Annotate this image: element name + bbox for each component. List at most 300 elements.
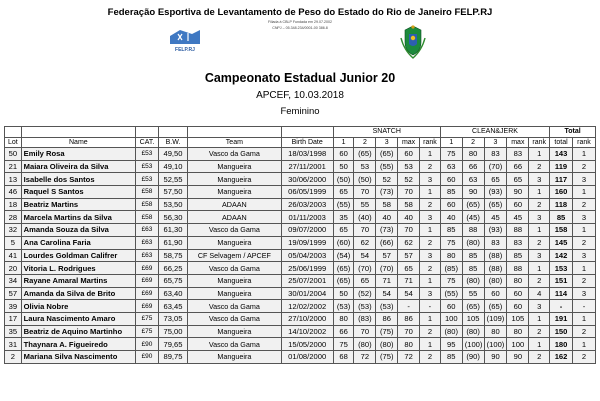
total-cell: 153 — [550, 262, 573, 275]
snatch-attempt-3-cell: 54 — [376, 287, 398, 300]
snatch-max-cell: 58 — [398, 198, 420, 211]
snatch-attempt-2-cell: 65 — [354, 274, 376, 287]
snatch-attempt-1-cell: (60) — [333, 236, 354, 249]
cj-rank-cell: 3 — [529, 211, 550, 224]
team-cell: Mangueira — [188, 325, 282, 338]
snatch-attempt-2-cell: (52) — [354, 287, 376, 300]
total-cell: 145 — [550, 236, 573, 249]
snatch-attempt-1-cell: (54) — [333, 249, 354, 262]
cj-rank-cell: 1 — [529, 312, 550, 325]
snatch-attempt-2-cell: (53) — [354, 300, 376, 313]
felp-logo-icon — [168, 28, 202, 54]
athlete-name-cell: Olivia Nobre — [21, 300, 135, 313]
cj-attempt-3-cell: 45 — [484, 211, 507, 224]
cj-attempt-1-cell: 85 — [440, 351, 462, 364]
cj-attempt-2-cell: 88 — [462, 224, 484, 237]
cj-attempt-3-cell: 83 — [484, 148, 507, 161]
birth-date-cell: 05/04/2003 — [281, 249, 333, 262]
birth-date-cell: 12/02/2002 — [281, 300, 333, 313]
birth-date-cell: 01/08/2000 — [281, 351, 333, 364]
snatch-max-cell: 70 — [398, 224, 420, 237]
cj-attempt-2-cell: 80 — [462, 148, 484, 161]
total-rank-cell: 2 — [572, 274, 595, 287]
total-rank-cell: 3 — [572, 249, 595, 262]
lot-cell: 34 — [5, 274, 22, 287]
cj-max-cell: 66 — [507, 160, 529, 173]
table-row — [5, 198, 596, 211]
snatch-attempt-2-cell: (80) — [354, 338, 376, 351]
team-cell: Vasco da Gama — [188, 148, 282, 161]
snatch-max-cell: 53 — [398, 160, 420, 173]
cj-max-cell: 80 — [507, 274, 529, 287]
athlete-name-cell: Emily Rosa — [21, 148, 135, 161]
cj-attempt-2-cell: 85 — [462, 249, 484, 262]
snatch-rank-cell: 2 — [420, 236, 441, 249]
cj-max-cell: 60 — [507, 300, 529, 313]
snatch-max-cell: 86 — [398, 312, 420, 325]
bodyweight-cell: 63,40 — [158, 287, 187, 300]
cj-attempt-3-cell: (88) — [484, 249, 507, 262]
cj-attempt-1-cell: 85 — [440, 186, 462, 199]
federation-cnpj: CNPJ – 05.348.234/0001-00 386.8 — [272, 26, 328, 30]
snatch-rank-cell: 1 — [420, 312, 441, 325]
birth-date-cell: 14/10/2002 — [281, 325, 333, 338]
weight-category-cell: £69 — [136, 274, 159, 287]
cj-attempt-2-cell: 66 — [462, 160, 484, 173]
snatch-attempt-3-cell: 52 — [376, 173, 398, 186]
cj-max-cell: 80 — [507, 325, 529, 338]
athlete-name-cell: Ana Carolina Faria — [21, 236, 135, 249]
cj-attempt-1-cell: (55) — [440, 287, 462, 300]
birth-date-cell: 26/03/2003 — [281, 198, 333, 211]
total-rank-cell: 2 — [572, 325, 595, 338]
snatch-attempt-1-cell: 50 — [333, 287, 354, 300]
col-birth-date: Birth Date — [281, 137, 333, 148]
bodyweight-cell: 49,50 — [158, 148, 187, 161]
snatch-rank-cell: 1 — [420, 148, 441, 161]
snatch-attempt-2-cell: 53 — [354, 160, 376, 173]
lot-cell: 31 — [5, 338, 22, 351]
total-cell: 119 — [550, 160, 573, 173]
snatch-attempt-3-cell: 58 — [376, 198, 398, 211]
snatch-rank-cell: 3 — [420, 249, 441, 262]
snatch-attempt-2-cell: (50) — [354, 173, 376, 186]
team-cell: Mangueira — [188, 287, 282, 300]
snatch-attempt-3-cell: (53) — [376, 300, 398, 313]
col-bw: B.W. — [158, 137, 187, 148]
col-name: Name — [21, 137, 135, 148]
cj-max-cell: 100 — [507, 338, 529, 351]
cj-max-cell: 88 — [507, 224, 529, 237]
bodyweight-cell: 66,25 — [158, 262, 187, 275]
lot-cell: 57 — [5, 287, 22, 300]
weight-category-cell: £69 — [136, 262, 159, 275]
table-row — [5, 312, 596, 325]
cj-attempt-1-cell: (80) — [440, 325, 462, 338]
cj-rank-cell: 2 — [529, 325, 550, 338]
total-rank-cell: 1 — [572, 224, 595, 237]
team-cell: Mangueira — [188, 173, 282, 186]
col-cj-max: max — [507, 137, 529, 148]
snatch-attempt-3-cell: (75) — [376, 325, 398, 338]
rio-state-crest-icon — [400, 24, 426, 60]
snatch-max-cell: 52 — [398, 173, 420, 186]
cj-rank-cell: 1 — [529, 186, 550, 199]
cj-attempt-3-cell: 60 — [484, 287, 507, 300]
birth-date-cell: 30/01/2004 — [281, 287, 333, 300]
lot-cell: 39 — [5, 300, 22, 313]
col-cj-3: 3 — [484, 137, 507, 148]
snatch-attempt-3-cell: (73) — [376, 224, 398, 237]
snatch-rank-cell: 2 — [420, 262, 441, 275]
total-cell: 85 — [550, 211, 573, 224]
table-row — [5, 287, 596, 300]
birth-date-cell: 25/06/1999 — [281, 262, 333, 275]
weight-category-cell: £53 — [136, 148, 159, 161]
total-cell: 142 — [550, 249, 573, 262]
cj-attempt-1-cell: (85) — [440, 262, 462, 275]
bodyweight-cell: 73,05 — [158, 312, 187, 325]
team-cell: Vasco da Gama — [188, 300, 282, 313]
snatch-attempt-1-cell: 65 — [333, 186, 354, 199]
cj-max-cell: 60 — [507, 287, 529, 300]
cj-attempt-3-cell: (80) — [484, 274, 507, 287]
snatch-attempt-1-cell: 35 — [333, 211, 354, 224]
birth-date-cell: 25/07/2001 — [281, 274, 333, 287]
snatch-rank-cell: 1 — [420, 338, 441, 351]
cj-rank-cell: 2 — [529, 160, 550, 173]
weight-category-cell: £63 — [136, 236, 159, 249]
total-rank-cell: 1 — [572, 186, 595, 199]
total-cell: - — [550, 300, 573, 313]
snatch-attempt-3-cell: (65) — [376, 148, 398, 161]
athlete-name-cell: Isabelle dos Santos — [21, 173, 135, 186]
event-title: Campeonato Estadual Junior 20 — [204, 71, 396, 85]
snatch-max-cell: - — [398, 300, 420, 313]
cj-max-cell: 88 — [507, 262, 529, 275]
lot-cell: 18 — [5, 198, 22, 211]
table-row — [5, 186, 596, 199]
col-snatch-2: 2 — [354, 137, 376, 148]
lot-cell: 28 — [5, 211, 22, 224]
col-cj-2: 2 — [462, 137, 484, 148]
team-cell: Mangueira — [188, 160, 282, 173]
snatch-attempt-3-cell: 71 — [376, 274, 398, 287]
cj-attempt-1-cell: 75 — [440, 236, 462, 249]
col-total: total — [550, 137, 573, 148]
weight-category-cell: £63 — [136, 224, 159, 237]
total-cell: 151 — [550, 274, 573, 287]
table-row — [5, 325, 596, 338]
athlete-name-cell: Mariana Silva Nascimento — [21, 351, 135, 364]
table-row — [5, 338, 596, 351]
snatch-attempt-1-cell: (65) — [333, 262, 354, 275]
col-snatch-3: 3 — [376, 137, 398, 148]
snatch-attempt-2-cell: 55 — [354, 198, 376, 211]
table-row — [5, 300, 596, 313]
snatch-attempt-1-cell: 66 — [333, 325, 354, 338]
cj-rank-cell: 3 — [529, 249, 550, 262]
cj-attempt-3-cell: (88) — [484, 262, 507, 275]
weight-category-cell: £53 — [136, 160, 159, 173]
cj-rank-cell: 1 — [529, 224, 550, 237]
total-rank-cell: 2 — [572, 236, 595, 249]
col-total-rank: rank — [572, 137, 595, 148]
weight-category-cell: £53 — [136, 173, 159, 186]
total-rank-cell: 3 — [572, 211, 595, 224]
weight-category-cell: £75 — [136, 325, 159, 338]
team-cell: Vasco da Gama — [188, 224, 282, 237]
snatch-attempt-2-cell: 72 — [354, 351, 376, 364]
table-row — [5, 249, 596, 262]
cj-max-cell: 45 — [507, 211, 529, 224]
snatch-attempt-1-cell: 68 — [333, 351, 354, 364]
cj-rank-cell: 4 — [529, 287, 550, 300]
athlete-name-cell: Lourdes Goldman Califrer — [21, 249, 135, 262]
total-rank-cell: 1 — [572, 148, 595, 161]
birth-date-cell: 15/05/2000 — [281, 338, 333, 351]
cj-attempt-2-cell: (100) — [462, 338, 484, 351]
total-cell: 191 — [550, 312, 573, 325]
col-cj-1: 1 — [440, 137, 462, 148]
cj-attempt-2-cell: 55 — [462, 287, 484, 300]
cj-attempt-1-cell: 60 — [440, 198, 462, 211]
athlete-name-cell: Amanda da Silva de Brito — [21, 287, 135, 300]
cj-max-cell: 83 — [507, 148, 529, 161]
snatch-rank-cell: 1 — [420, 186, 441, 199]
team-cell: Mangueira — [188, 274, 282, 287]
total-cell: 158 — [550, 224, 573, 237]
cj-rank-cell: 2 — [529, 198, 550, 211]
cj-attempt-1-cell: 100 — [440, 312, 462, 325]
table-row — [5, 262, 596, 275]
cj-attempt-1-cell: 80 — [440, 249, 462, 262]
snatch-attempt-1-cell: 60 — [333, 148, 354, 161]
snatch-max-cell: 40 — [398, 211, 420, 224]
bodyweight-cell: 56,30 — [158, 211, 187, 224]
birth-date-cell: 30/06/2000 — [281, 173, 333, 186]
total-cell: 150 — [550, 325, 573, 338]
bodyweight-cell: 61,30 — [158, 224, 187, 237]
cj-attempt-3-cell: (70) — [484, 160, 507, 173]
athlete-name-cell: Amanda Souza da Silva — [21, 224, 135, 237]
col-snatch-max: max — [398, 137, 420, 148]
table-row — [5, 148, 596, 161]
cj-rank-cell: 3 — [529, 300, 550, 313]
cj-attempt-3-cell: (100) — [484, 338, 507, 351]
lot-cell: 41 — [5, 249, 22, 262]
snatch-max-cell: 60 — [398, 148, 420, 161]
bodyweight-cell: 49,10 — [158, 160, 187, 173]
cj-attempt-3-cell: 90 — [484, 351, 507, 364]
cj-attempt-3-cell: (109) — [484, 312, 507, 325]
cj-rank-cell: 2 — [529, 351, 550, 364]
birth-date-cell: 18/03/1998 — [281, 148, 333, 161]
col-team: Team — [188, 137, 282, 148]
team-cell: ADAAN — [188, 211, 282, 224]
col-cj-rank: rank — [529, 137, 550, 148]
cj-attempt-2-cell: 90 — [462, 186, 484, 199]
snatch-max-cell: 57 — [398, 249, 420, 262]
snatch-rank-cell: 1 — [420, 224, 441, 237]
birth-date-cell: 06/05/1999 — [281, 186, 333, 199]
snatch-attempt-1-cell: (55) — [333, 198, 354, 211]
lot-cell: 35 — [5, 325, 22, 338]
athlete-name-cell: Vitoria L. Rodrigues — [21, 262, 135, 275]
cleanjerk-header: CLEAN&JERK — [440, 127, 549, 138]
snatch-attempt-3-cell: (55) — [376, 160, 398, 173]
team-cell: ADAAN — [188, 198, 282, 211]
snatch-rank-cell: 1 — [420, 274, 441, 287]
cj-attempt-1-cell: 60 — [440, 300, 462, 313]
lot-cell: 5 — [5, 236, 22, 249]
table-row — [5, 274, 596, 287]
snatch-header: SNATCH — [333, 127, 440, 138]
bodyweight-cell: 58,75 — [158, 249, 187, 262]
weight-category-cell: £75 — [136, 312, 159, 325]
snatch-max-cell: 62 — [398, 236, 420, 249]
gender-category: Feminino — [280, 106, 320, 117]
cj-rank-cell: 2 — [529, 236, 550, 249]
total-rank-cell: 2 — [572, 160, 595, 173]
cj-attempt-1-cell: 63 — [440, 160, 462, 173]
table-row — [5, 351, 596, 364]
athlete-name-cell: Beatriz de Aquino Martinho — [21, 325, 135, 338]
birth-date-cell: 19/09/1999 — [281, 236, 333, 249]
snatch-rank-cell: 3 — [420, 173, 441, 186]
snatch-rank-cell: 2 — [420, 160, 441, 173]
weight-category-cell: £63 — [136, 249, 159, 262]
snatch-attempt-3-cell: (66) — [376, 236, 398, 249]
snatch-rank-cell: 2 — [420, 198, 441, 211]
cj-attempt-2-cell: 63 — [462, 173, 484, 186]
athlete-name-cell: Laura Nascimento Amaro — [21, 312, 135, 325]
snatch-max-cell: 72 — [398, 351, 420, 364]
bodyweight-cell: 53,50 — [158, 198, 187, 211]
team-cell: Vasco da Gama — [188, 338, 282, 351]
cj-attempt-3-cell: (65) — [484, 300, 507, 313]
snatch-attempt-3-cell: (75) — [376, 351, 398, 364]
athlete-name-cell: Beatriz Martins — [21, 198, 135, 211]
cj-attempt-2-cell: (80) — [462, 325, 484, 338]
cj-attempt-2-cell: 85 — [462, 262, 484, 275]
bodyweight-cell: 61,90 — [158, 236, 187, 249]
cj-attempt-3-cell: (65) — [484, 198, 507, 211]
weight-category-cell: £58 — [136, 198, 159, 211]
snatch-max-cell: 65 — [398, 262, 420, 275]
bodyweight-cell: 65,75 — [158, 274, 187, 287]
cj-attempt-3-cell: 80 — [484, 325, 507, 338]
total-cell: 143 — [550, 148, 573, 161]
snatch-attempt-3-cell: 86 — [376, 312, 398, 325]
snatch-attempt-3-cell: (70) — [376, 262, 398, 275]
cj-attempt-3-cell: (93) — [484, 186, 507, 199]
team-cell: Mangueira — [188, 186, 282, 199]
cj-rank-cell: 1 — [529, 148, 550, 161]
cj-max-cell: 105 — [507, 312, 529, 325]
total-cell: 118 — [550, 198, 573, 211]
cj-attempt-2-cell: (80) — [462, 236, 484, 249]
snatch-attempt-2-cell: 62 — [354, 236, 376, 249]
snatch-attempt-3-cell: (73) — [376, 186, 398, 199]
total-rank-cell: 3 — [572, 173, 595, 186]
snatch-attempt-1-cell: (50) — [333, 173, 354, 186]
cj-rank-cell: 1 — [529, 338, 550, 351]
snatch-rank-cell: 3 — [420, 211, 441, 224]
total-cell: 117 — [550, 173, 573, 186]
team-cell: Vasco da Gama — [188, 262, 282, 275]
table-row — [5, 160, 596, 173]
weight-category-cell: £90 — [136, 351, 159, 364]
table-row — [5, 173, 596, 186]
col-cat: CAT. — [136, 137, 159, 148]
birth-date-cell: 09/07/2000 — [281, 224, 333, 237]
snatch-attempt-2-cell: 70 — [354, 224, 376, 237]
total-rank-cell: 2 — [572, 198, 595, 211]
cj-attempt-1-cell: 75 — [440, 148, 462, 161]
total-cell: 160 — [550, 186, 573, 199]
snatch-attempt-1-cell: 80 — [333, 312, 354, 325]
total-cell: 114 — [550, 287, 573, 300]
bodyweight-cell: 52,55 — [158, 173, 187, 186]
snatch-attempt-3-cell: 57 — [376, 249, 398, 262]
athlete-name-cell: Thaynara A. Figueiredo — [21, 338, 135, 351]
team-cell: CF Selvagem / APCEF — [188, 249, 282, 262]
cj-max-cell: 65 — [507, 173, 529, 186]
col-snatch-1: 1 — [333, 137, 354, 148]
team-cell: Mangueira — [188, 351, 282, 364]
column-header-row — [5, 137, 596, 148]
cj-max-cell: 90 — [507, 351, 529, 364]
lot-cell: 17 — [5, 312, 22, 325]
athlete-name-cell: Maiara Oliveira da Silva — [21, 160, 135, 173]
snatch-max-cell: 54 — [398, 287, 420, 300]
lot-cell: 32 — [5, 224, 22, 237]
birth-date-cell: 27/11/2001 — [281, 160, 333, 173]
cj-max-cell: 90 — [507, 186, 529, 199]
cj-attempt-2-cell: (45) — [462, 211, 484, 224]
bodyweight-cell: 57,50 — [158, 186, 187, 199]
total-rank-cell: - — [572, 300, 595, 313]
table-row — [5, 211, 596, 224]
cj-attempt-1-cell: 60 — [440, 173, 462, 186]
total-rank-cell: 3 — [572, 287, 595, 300]
cj-rank-cell: 2 — [529, 274, 550, 287]
cj-attempt-2-cell: (80) — [462, 274, 484, 287]
lot-cell: 21 — [5, 160, 22, 173]
athlete-name-cell: Raquel S Santos — [21, 186, 135, 199]
cj-attempt-2-cell: (65) — [462, 300, 484, 313]
snatch-attempt-2-cell: 70 — [354, 325, 376, 338]
weight-category-cell: £58 — [136, 211, 159, 224]
cj-attempt-3-cell: 83 — [484, 236, 507, 249]
felp-logo-text: FELP.RJ — [175, 47, 195, 53]
group-header-row — [5, 127, 596, 138]
cj-attempt-1-cell: 75 — [440, 274, 462, 287]
total-cell: 180 — [550, 338, 573, 351]
cj-attempt-3-cell: (93) — [484, 224, 507, 237]
total-cell: 162 — [550, 351, 573, 364]
bodyweight-cell: 89,75 — [158, 351, 187, 364]
athlete-name-cell: Rayane Amaral Martins — [21, 274, 135, 287]
snatch-attempt-2-cell: (65) — [354, 148, 376, 161]
snatch-max-cell: 80 — [398, 338, 420, 351]
weight-category-cell: £90 — [136, 338, 159, 351]
bodyweight-cell: 79,65 — [158, 338, 187, 351]
snatch-attempt-2-cell: (83) — [354, 312, 376, 325]
snatch-max-cell: 70 — [398, 325, 420, 338]
snatch-rank-cell: 2 — [420, 351, 441, 364]
